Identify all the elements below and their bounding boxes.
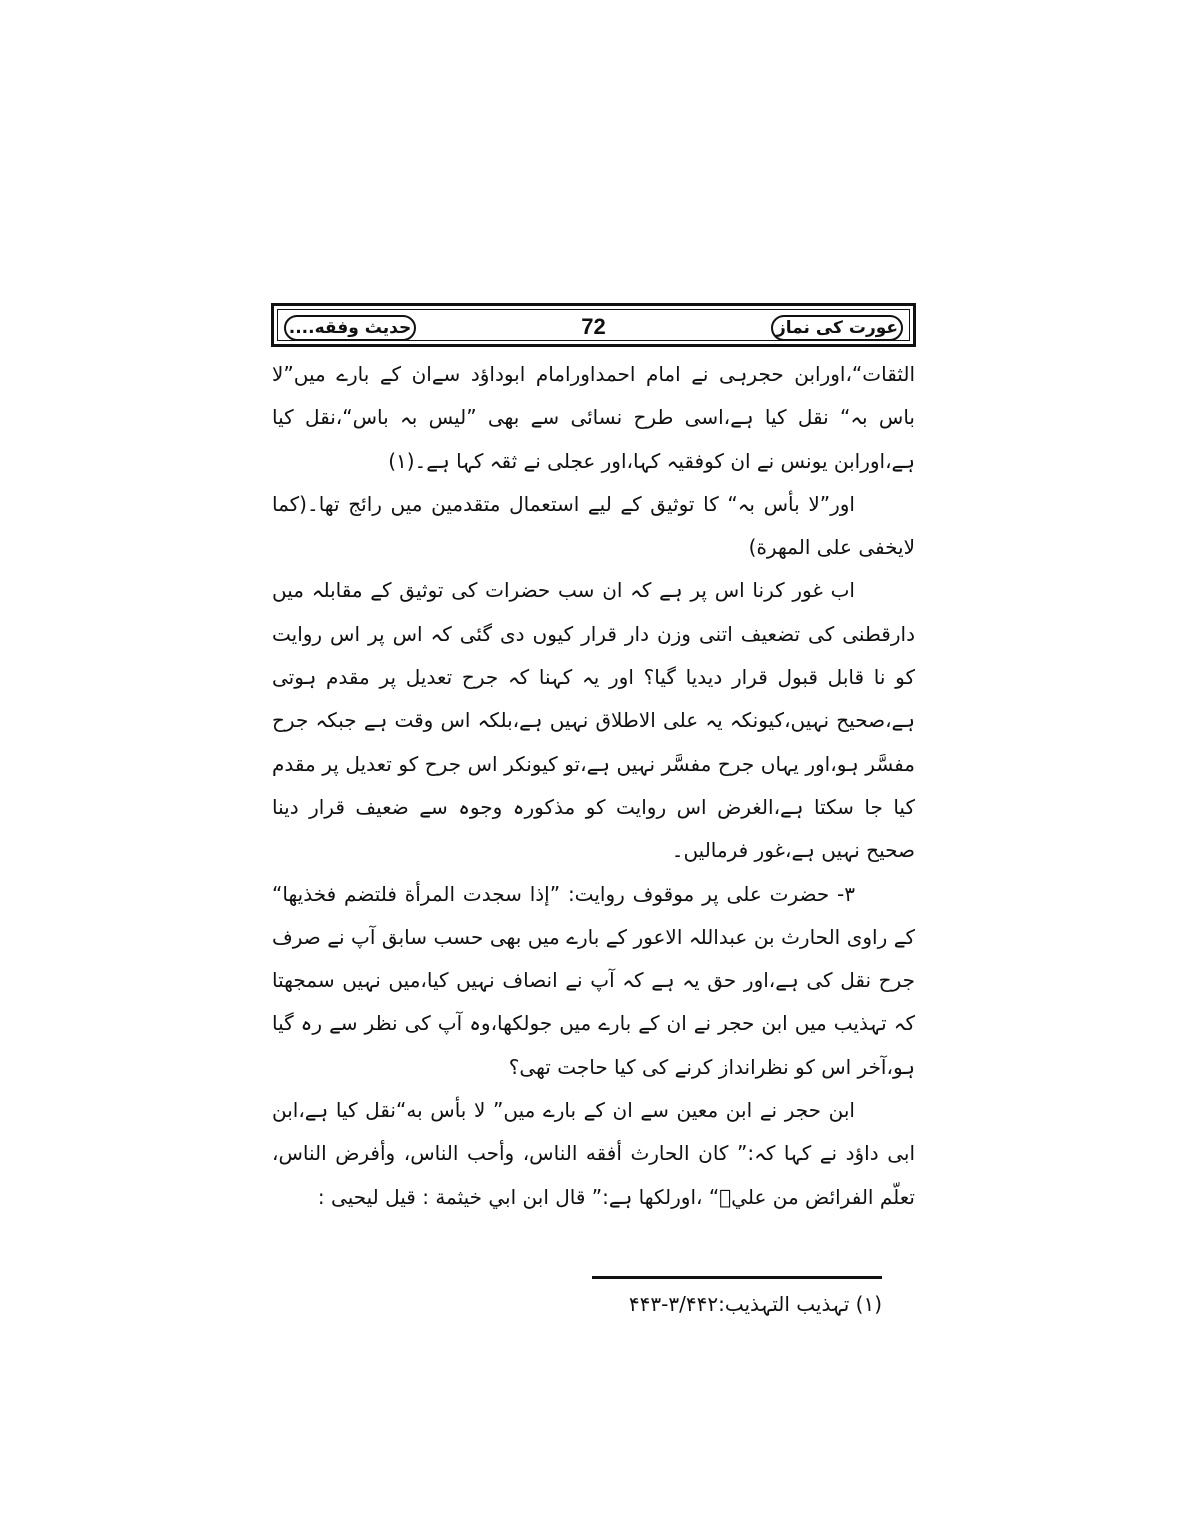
paragraph-5: ابن حجر نے ابن معین سے ان کے بارے میں” لا بأس به“نقل کیا ہے،ابن ابی داؤد نے کہا کہ:” كان الحارث أفقه الناس، وأحب الناس، وأفرض الناس، تعلّم الفرائض من عليؓ“ ،اورلکھا ہے:” قال ابن ابي خيثمة : قيل ليحيى : (272, 1098, 915, 1209)
paragraph-2: اور”لا بأس بہ“ کا توثیق کے لیے استعمال متقدمین میں رائج تھا۔(کما لایخفی علی المهرة) (272, 491, 915, 560)
body-text (272, 353, 915, 1219)
page-header (271, 303, 916, 347)
series-title-badge: حدیث وفقه.... (284, 315, 416, 341)
paragraph-3: اب غور کرنا اس پر ہے کہ ان سب حضرات کی توثیق کے مقابلہ میں دارقطنی کی تضعیف اتنی وزن دار قرار کیوں دی گئی کہ اس پر اس روایت کو نا قابل قبول قرار دیدیا گیا؟ اور یہ کہنا کہ جرح تعدیل پر مقدم ہوتی ہے،صحیح نہیں،کیونکہ یہ علی الاطلاق نہیں ہے،بلکہ اس وقت ہے جبکہ جرح مفسَّر ہو،اور یہاں جرح مفسَّر نہیں ہے،تو کیونکر اس جرح کو تعدیل پر مقدم کیا جا سکتا ہے،الغرض اس روایت کو مذکورہ وجوہ سے ضعیف قرار دینا صحیح نہیں ہے،غور فرمالیں۔ (272, 578, 915, 863)
footnote: (۱) تہذیب التہذیب:۳/۴۴۲-۴۴۳ (628, 1292, 882, 1316)
footnote-divider (592, 1276, 882, 1279)
header-inner-frame (277, 309, 910, 341)
paragraph-4: ۳- حضرت علی پر موقوف روایت: ”إذا سجدت المرأة فلتضم فخذيها“ کے راوی الحارث بن عبداللہ الاعور کے بارے میں بھی حسب سابق آپ نے صرف جرح نقل کی ہے،اور حق یہ ہے کہ آپ نے انصاف نہیں کیا،میں نہیں سمجھتا کہ تہذیب میں ابن حجر نے ان کے بارے میں جولکھا،وہ آپ کی نظر سے رہ گیا ہو،آخر اس کو نظرانداز کرنے کی کیا حاجت تھی؟ (272, 881, 915, 1079)
paragraph-1: الثقات“،اورابن حجرہی نے امام احمداورامام ابوداؤد سےان کے بارے میں”لا باس بہ“ نقل کیا ہے،اسی طرح نسائی سے بھی ”لیس بہ باس“،نقل کیا ہے،اورابن یونس نے ان کوفقیہ کہا،اور عجلی نے ثقہ کہا ہے۔(۱) (272, 362, 915, 473)
book-title-badge: عورت کی نماز (771, 315, 903, 341)
page-number: 72 (581, 314, 606, 339)
